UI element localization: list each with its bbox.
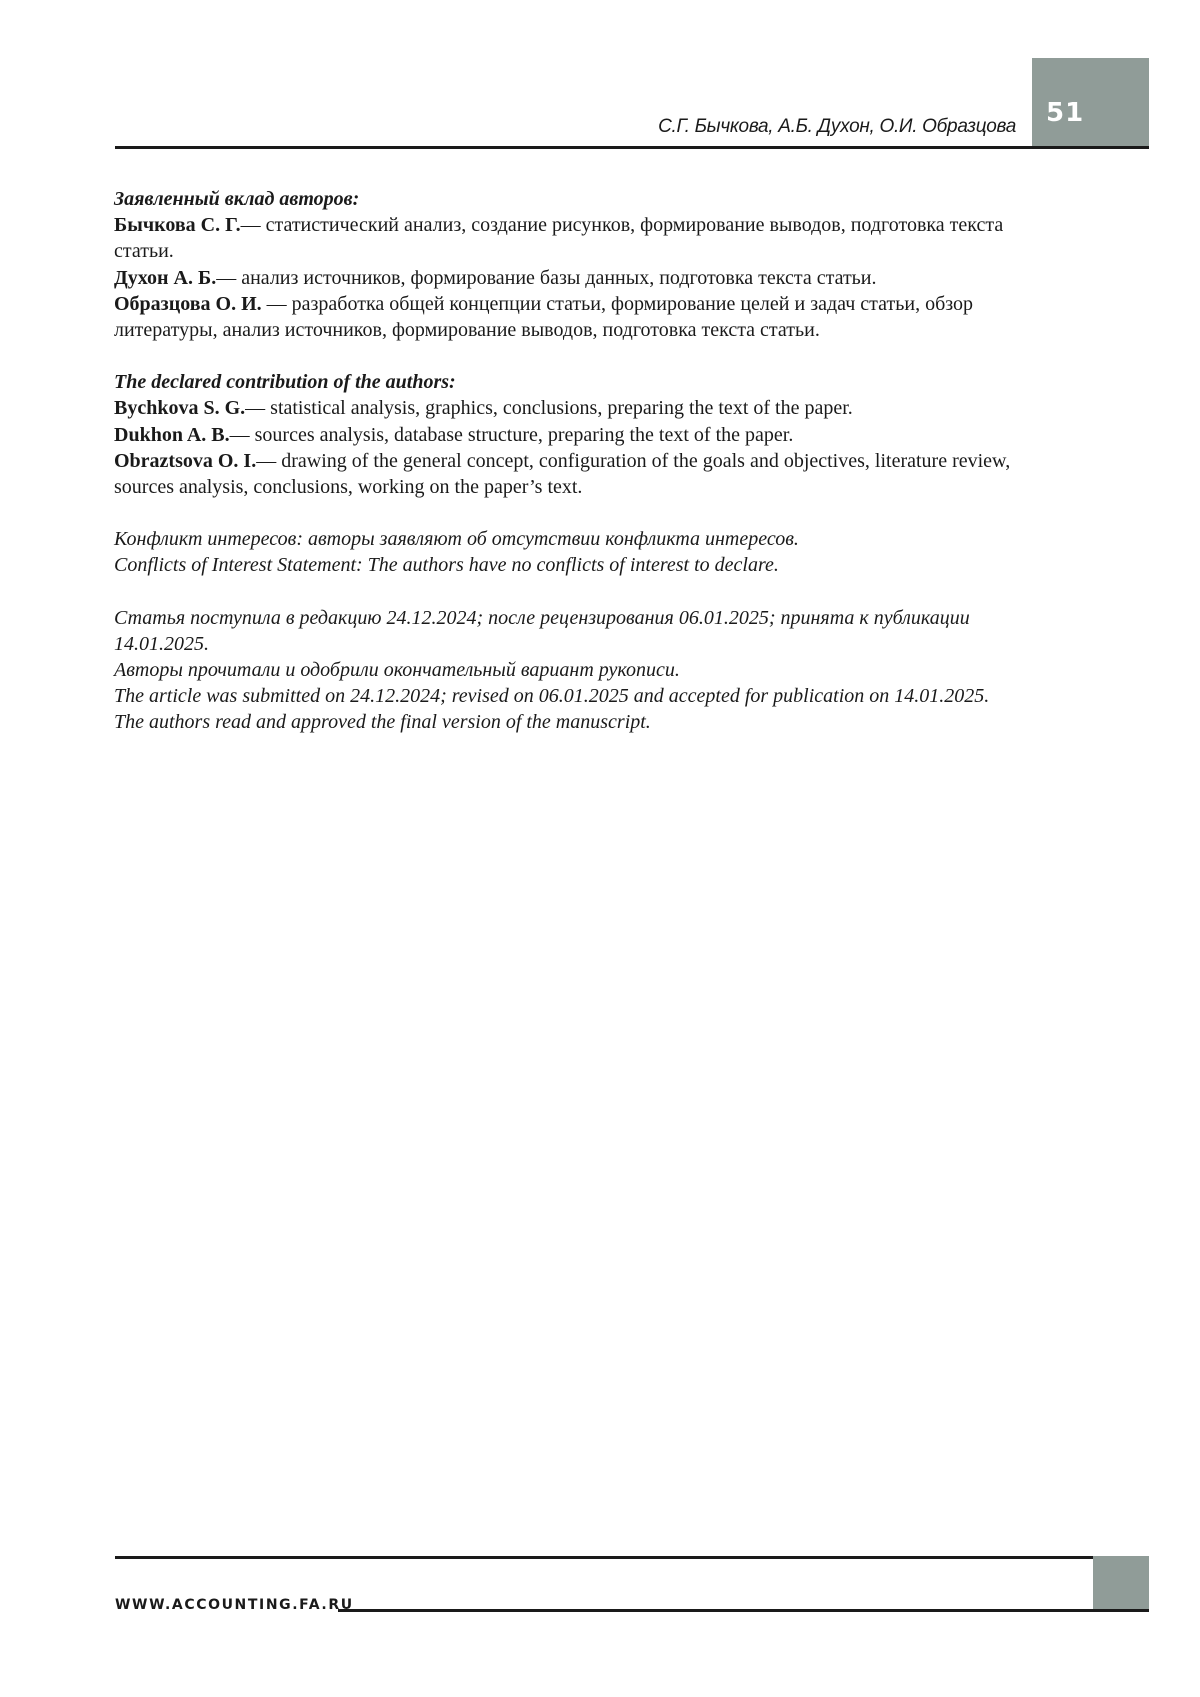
history-section [114, 605, 1104, 736]
author-name: Бычкова С. Г. [114, 214, 241, 236]
page-number-box [1032, 58, 1149, 146]
contribution-en-entry [114, 422, 1104, 448]
header-rule [115, 146, 1149, 149]
contribution-text: — разработка общей концепции статьи, формирование целей и задач статьи, обзор [262, 293, 973, 315]
history-ru-line-1: Статья поступила в редакцию 24.12.2024; после рецензирования 06.01.2025; принята к публикации [114, 605, 1104, 631]
contribution-ru-entry [114, 265, 1104, 291]
author-name: Obraztsova O. I. [114, 450, 256, 472]
contribution-ru-heading: Заявленный вклад авторов: [114, 186, 1104, 212]
conflicts-en: Conflicts of Interest Statement: The authors have no conflicts of interest to declare. [114, 552, 1104, 578]
contribution-ru-entry [114, 212, 1104, 238]
page-number: 51 [1046, 98, 1084, 128]
contribution-en-section [114, 369, 1104, 500]
contribution-ru-entry [114, 291, 1104, 317]
footer-rule-bottom [338, 1609, 1149, 1612]
contribution-text-continued: литературы, анализ источников, формирование выводов, подготовка текста статьи. [114, 317, 1104, 343]
history-ru-approved: Авторы прочитали и одобрили окончательный вариант рукописи. [114, 657, 1104, 683]
author-name: Духон А. Б. [114, 267, 216, 289]
contribution-text-continued: sources analysis, conclusions, working on the paper’s text. [114, 474, 1104, 500]
contribution-en-entry [114, 395, 1104, 421]
footer-website-link[interactable]: WWW.ACCOUNTING.FA.RU [115, 1597, 354, 1613]
history-en-submitted: The article was submitted on 24.12.2024; revised on 06.01.2025 and accepted for publication on 14.01.2025. [114, 683, 1104, 709]
contribution-text: — statistical analysis, graphics, conclusions, preparing the text of the paper. [245, 397, 853, 419]
contribution-text: — статистический анализ, создание рисунков, формирование выводов, подготовка текста [241, 214, 1004, 236]
contribution-ru-section [114, 186, 1104, 343]
contribution-text: — анализ источников, формирование базы данных, подготовка текста статьи. [216, 267, 876, 289]
contribution-en-heading: The declared contribution of the authors: [114, 369, 1104, 395]
contribution-text-continued: статьи. [114, 238, 1104, 264]
contribution-text: — sources analysis, database structure, preparing the text of the paper. [230, 424, 794, 446]
author-name: Bychkova S. G. [114, 397, 245, 419]
author-name: Dukhon A. B. [114, 424, 230, 446]
conflicts-section [114, 526, 1104, 578]
contribution-en-entry [114, 448, 1104, 474]
article-back-matter [114, 186, 1104, 762]
history-en-approved: The authors read and approved the final version of the manuscript. [114, 709, 1104, 735]
author-name: Образцова О. И. [114, 293, 262, 315]
footer-rule-top [115, 1556, 1149, 1559]
conflicts-ru: Конфликт интересов: авторы заявляют об отсутствии конфликта интересов. [114, 526, 1104, 552]
running-head-authors: С.Г. Бычкова, А.Б. Духон, О.И. Образцова [658, 116, 1016, 138]
footer-accent-box [1093, 1556, 1149, 1612]
history-ru-line-2: 14.01.2025. [114, 631, 1104, 657]
contribution-text: — drawing of the general concept, configuration of the goals and objectives, literature review, [256, 450, 1010, 472]
